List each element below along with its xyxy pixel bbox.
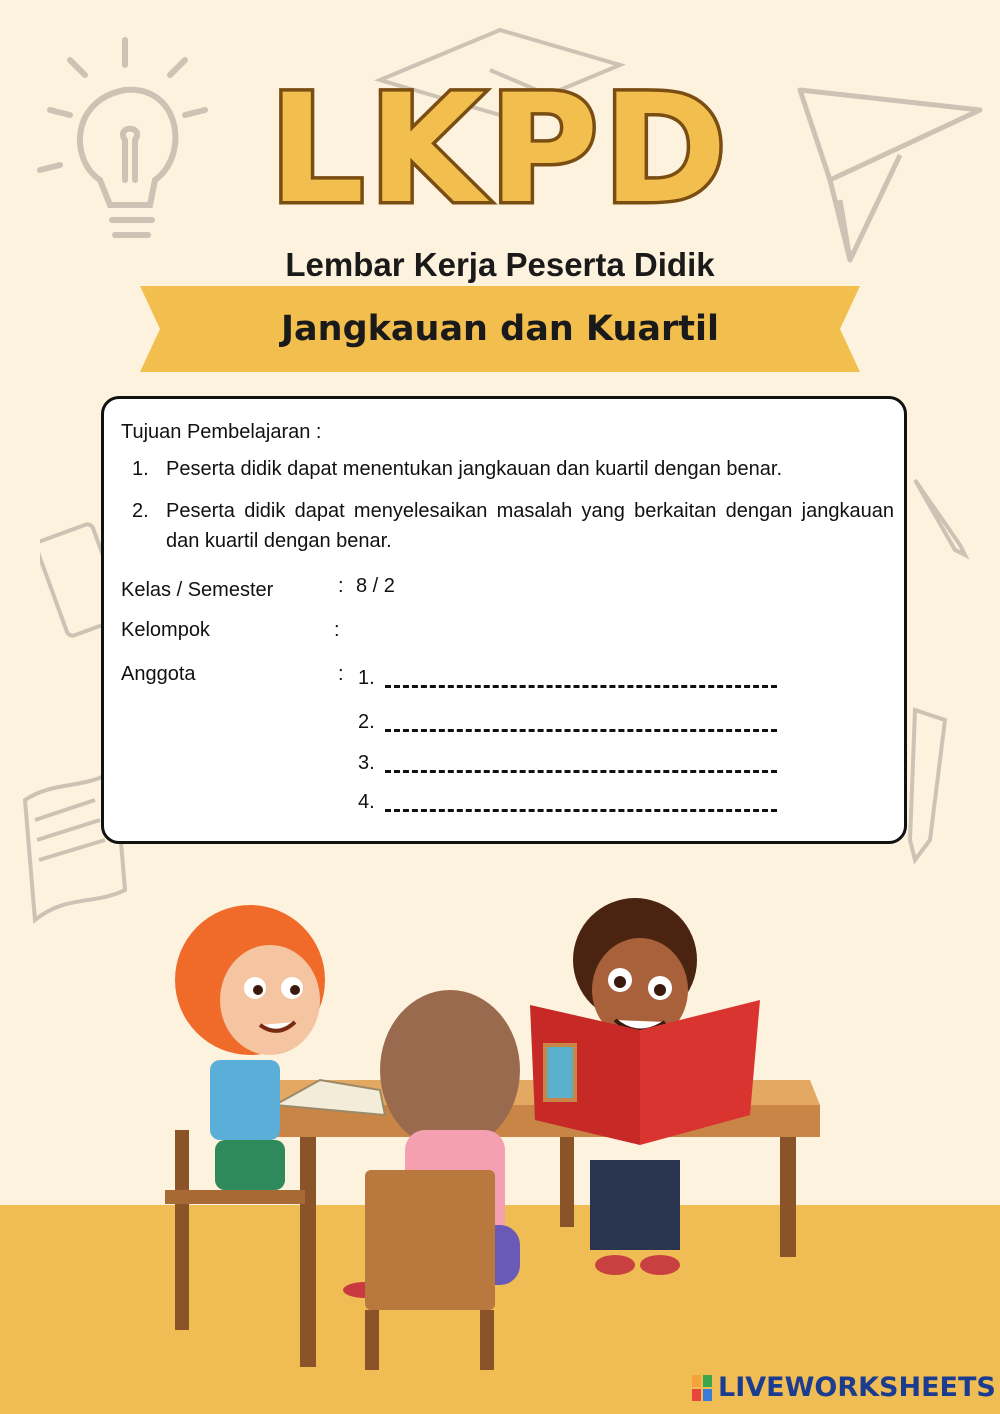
group-label: Kelompok bbox=[121, 619, 210, 641]
class-label: Kelas / Semester bbox=[121, 579, 274, 601]
members-label: Anggota bbox=[121, 663, 196, 685]
member-input[interactable] bbox=[385, 675, 777, 688]
member-row bbox=[358, 752, 777, 775]
liveworksheets-logo-icon bbox=[692, 1375, 712, 1401]
member-input[interactable] bbox=[385, 719, 777, 732]
member-number: 3. bbox=[358, 752, 375, 774]
objective-text: Peserta didik dapat menyelesaikan masalah yang berkaitan dengan jangkauan dan kuartil dengan benar. bbox=[166, 500, 894, 552]
member-row bbox=[358, 711, 777, 734]
member-number: 4. bbox=[358, 791, 375, 813]
member-row bbox=[358, 791, 777, 814]
member-number: 2. bbox=[358, 711, 375, 733]
member-input[interactable] bbox=[385, 760, 777, 773]
topic-title: Jangkauan dan Kuartil bbox=[281, 309, 719, 349]
objectives-label: Tujuan Pembelajaran : bbox=[121, 421, 322, 443]
students-illustration bbox=[120, 870, 840, 1370]
objectives-list bbox=[132, 454, 894, 568]
members-separator: : bbox=[338, 663, 344, 685]
pencil-icon bbox=[905, 700, 965, 870]
objective-item bbox=[132, 454, 894, 484]
member-number: 1. bbox=[358, 667, 375, 689]
class-separator: : bbox=[338, 575, 344, 597]
page-title: LKPD bbox=[268, 63, 732, 237]
pencil-icon bbox=[905, 470, 975, 560]
group-input[interactable] bbox=[356, 619, 756, 643]
brand-footer bbox=[692, 1372, 996, 1403]
brand-name: LIVEWORKSHEETS bbox=[718, 1372, 996, 1403]
objective-number: 2. bbox=[132, 500, 149, 522]
objective-item bbox=[132, 496, 894, 556]
member-input[interactable] bbox=[385, 799, 777, 812]
class-value[interactable]: 8 / 2 bbox=[356, 575, 395, 597]
member-row bbox=[358, 667, 777, 690]
objective-number: 1. bbox=[132, 458, 149, 480]
group-separator: : bbox=[334, 619, 340, 641]
objective-text: Peserta didik dapat menentukan jangkauan dan kuartil dengan benar. bbox=[166, 458, 783, 480]
info-card bbox=[101, 396, 907, 844]
page-subtitle: Lembar Kerja Peserta Didik bbox=[285, 246, 715, 283]
